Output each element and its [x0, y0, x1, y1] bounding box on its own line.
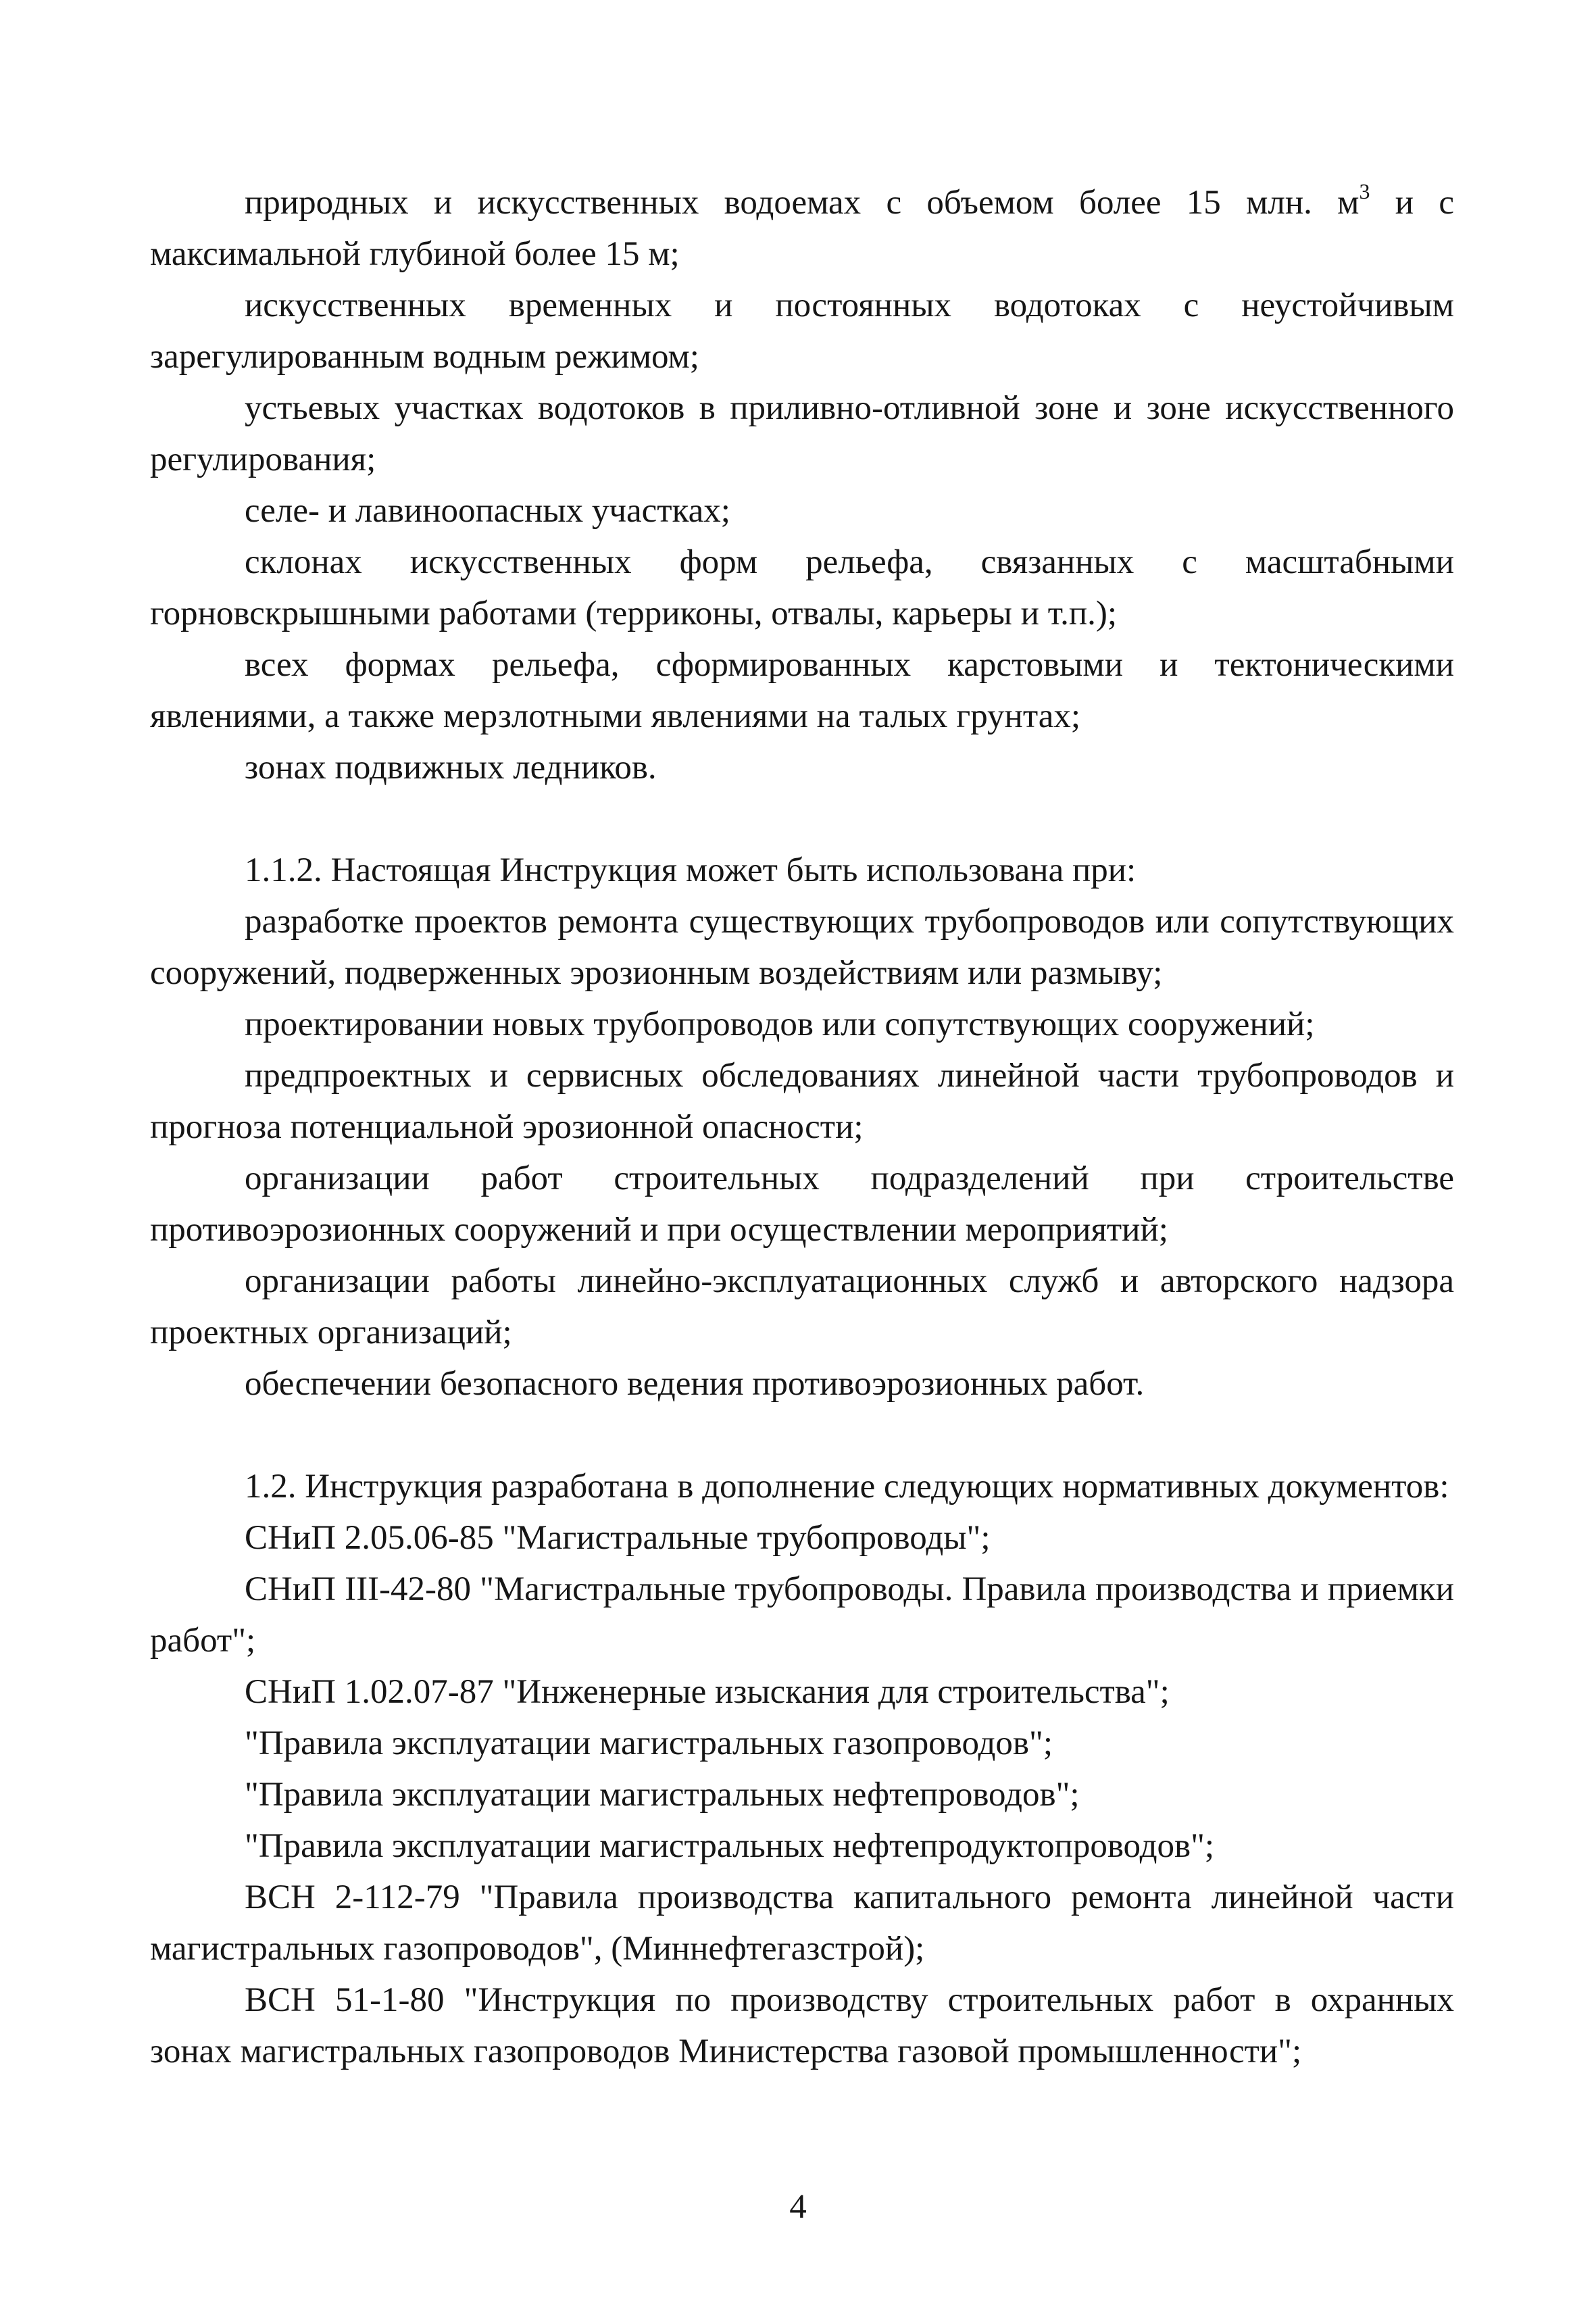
paragraph: склонах искусственных форм рельефа, связанных с масштабными горновскрышными работами (терриконы, отвалы, карьеры и т.п.); — [150, 543, 1454, 632]
paragraph — [150, 177, 1454, 280]
paragraph-text: природных и искусственных водоемах с объемом более 15 млн. м — [245, 184, 1360, 222]
reference-item: СНиП III-42-80 "Магистральные трубопроводы. Правила производства и приемки работ"; — [150, 1570, 1454, 1660]
section-heading-1-2: 1.2. Инструкция разработана в дополнение следующих нормативных документов: — [245, 1468, 1449, 1505]
reference-item: "Правила эксплуатации магистральных газопроводов"; — [245, 1724, 1053, 1762]
paragraph: разработке проектов ремонта существующих трубопроводов или сопутствующих сооружений, подверженных эрозионным воздействиям или размыву; — [150, 903, 1454, 992]
superscript: 3 — [1359, 179, 1370, 203]
paragraph: зонах подвижных ледников. — [245, 749, 657, 787]
paragraph: проектировании новых трубопроводов или сопутствующих сооружений; — [245, 1005, 1315, 1043]
paragraph: обеспечении безопасного ведения противоэрозионных работ. — [245, 1365, 1145, 1403]
document-body — [150, 177, 1454, 2077]
paragraph: селе- и лавиноопасных участках; — [245, 492, 730, 530]
page-number: 4 — [789, 2188, 807, 2226]
reference-item: ВСН 2-112-79 "Правила производства капитального ремонта линейной части магистральных газопроводов", (Миннефтегазстрой); — [150, 1878, 1454, 1968]
paragraph: предпроектных и сервисных обследованиях линейной части трубопроводов и прогноза потенциальной эрозионной опасности; — [150, 1057, 1454, 1146]
reference-item: "Правила эксплуатации магистральных нефтепродуктопроводов"; — [245, 1827, 1215, 1865]
section-heading-1-1-2: 1.1.2. Настоящая Инструкция может быть использована при: — [245, 851, 1137, 889]
paragraph: искусственных временных и постоянных водотоках с неустойчивым зарегулированным водным режимом; — [150, 287, 1454, 376]
reference-item: СНиП 2.05.06-85 "Магистральные трубопроводы"; — [245, 1519, 991, 1557]
paragraph: всех формах рельефа, сформированных карстовыми и тектоническими явлениями, а также мерзлотными явлениями на талых грунтах; — [150, 646, 1454, 735]
paragraph: организации работы линейно-эксплуатационных служб и авторского надзора проектных организаций; — [150, 1262, 1454, 1351]
reference-item: СНиП 1.02.07-87 "Инженерные изыскания для строительства"; — [245, 1673, 1170, 1711]
paragraph: организации работ строительных подразделений при строительстве противоэрозионных сооружений и при осуществлении мероприятий; — [150, 1160, 1454, 1249]
paragraph: устьевых участках водотоков в приливно-отливной зоне и зоне искусственного регулирования; — [150, 389, 1454, 478]
reference-item: ВСН 51-1-80 "Инструкция по производству строительных работ в охранных зонах магистральных газопроводов Министерства газовой промышленности"; — [150, 1981, 1454, 2070]
paragraph-text: и с максимальной глубиной более 15 м; — [150, 184, 1454, 273]
reference-item: "Правила эксплуатации магистральных нефтепроводов"; — [245, 1776, 1080, 1814]
